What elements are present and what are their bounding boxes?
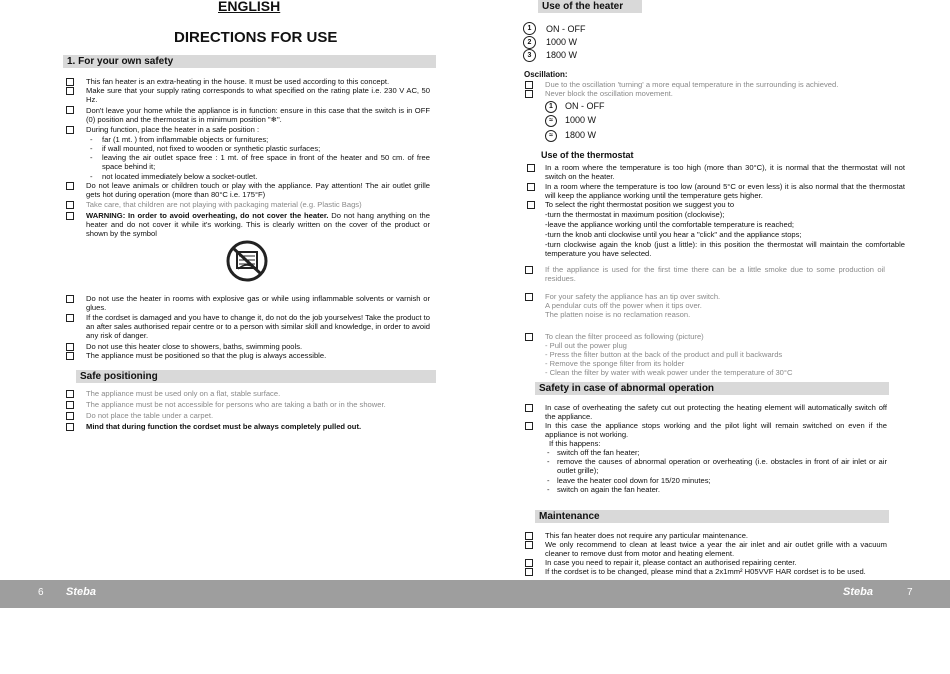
safety-item-faint: Take care, that children are not playing with packaging material (e.g. Plastic Bags) [86, 200, 362, 209]
checkbox [525, 422, 533, 430]
maint-item: This fan heater does not require any particular maintenance. [545, 531, 749, 540]
checkbox [525, 559, 533, 567]
safety-item: The appliance must be positioned so that the plug is always accessible. [86, 351, 327, 360]
do-not-cover-icon [224, 239, 270, 283]
mode-2-icon: 2 [523, 36, 536, 49]
osc-mode-label: 1800 W [565, 130, 597, 140]
filter-note: - Remove the sponge filter from its holder [545, 359, 685, 368]
placement-rule: far (1 mt. ) from inflammable objects or furnitures; [102, 135, 269, 144]
filter-note: - Clean the filter by water with weak power under the temperature of 30°C [545, 368, 793, 377]
safety-item: Do not use this heater close to showers, baths, swimming pools. [86, 342, 303, 351]
checkbox [525, 404, 533, 412]
abnormal-step: leave the heater cool down for 15/20 minutes; [557, 476, 711, 485]
safe-item: Do not place the table under a carpet. [86, 411, 214, 420]
abnormal-step: switch off the fan heater; [557, 448, 640, 457]
thermo-step: -turn the thermostat in maximum position (clockwise); [545, 210, 725, 219]
checkbox [66, 343, 74, 351]
safety-item: Do not leave animals or children touch or play with the appliance. Pay attention! The air outlet grille gets hot during operation (more than 80°C i.e. 175°F) [86, 181, 430, 200]
thermostat-title: Use of the thermostat [541, 150, 634, 160]
checkbox [66, 201, 74, 209]
filter-note: - Press the filter button at the back of the product and pull it backwards [545, 350, 783, 359]
thermo-item: In a room where the temperature is too high (more than 30°C), it is normal that the thermostat will not switch on the heater. [545, 163, 905, 182]
section-maintenance: Maintenance [535, 510, 889, 523]
checkbox [525, 568, 533, 576]
page-title: DIRECTIONS FOR USE [174, 29, 338, 46]
mode-label: 1800 W [546, 50, 578, 60]
page-number-right: 7 [907, 587, 913, 598]
mode-1-icon: 1 [523, 22, 536, 35]
tip-over-note: The platten noise is no reclamation reason. [545, 310, 691, 319]
safety-item: Do not use the heater in rooms with explosive gas or while using inflammable solvents or varnish or glues. [86, 294, 430, 313]
section-safe-positioning: Safe positioning [76, 370, 436, 383]
thermo-step: -leave the appliance working until the comfortable temperature is reached; [545, 220, 795, 229]
checkbox [66, 212, 74, 220]
safe-item: The appliance must be not accessible for persons who are taking a bath or in the shower. [86, 400, 386, 409]
checkbox [66, 126, 74, 134]
section-own-safety: 1. For your own safety [63, 55, 436, 68]
osc-mode-label: 1000 W [565, 115, 597, 125]
oscillation-item: Due to the oscillation 'turning' a more equal temperature in the surrounding is achieved. [545, 80, 839, 89]
placement-rule: if wall mounted, not fixed to wooden or synthetic plastic surfaces; [102, 144, 321, 153]
filter-note: To clean the filter proceed as following (picture) [545, 332, 704, 341]
checkbox [525, 266, 533, 274]
safe-item: The appliance must be used only on a flat, stable surface. [86, 389, 281, 398]
checkbox [525, 541, 533, 549]
safety-item: If the cordset is damaged and you have to change it, do not do the job yourselves! Take the product to an after sales authorised repair centre or to a person with similar skill and knowledge, in order to avoid any risk of danger. [86, 313, 430, 341]
page-number-left: 6 [38, 587, 44, 598]
checkbox [525, 532, 533, 540]
checkbox [525, 333, 533, 341]
maint-item: If the cordset is to be changed, please mind that a 2x1mm² H05VVF HAR cordset is to be used. [545, 567, 866, 576]
checkbox [66, 314, 74, 322]
safety-item: Make sure that your supply rating corresponds to what specified on the rating plate i.e. 230 V AC, 50 Hz. [86, 86, 430, 105]
filter-note: - Pull out the power plug [545, 341, 627, 350]
checkbox [66, 182, 74, 190]
checkbox [66, 78, 74, 86]
safety-item: During function, place the heater in a safe position : [86, 125, 260, 134]
checkbox [66, 295, 74, 303]
mode-3-icon: 3 [523, 49, 536, 62]
left-page: ENGLISH DIRECTIONS FOR USE 1. For your own safety This fan heater is an extra-heating in the house. It must be used according to this concept. Make sure that your supply rating corresponds to what specified on the rating plate i.e. 230 V AC, 50 Hz. Don't leave your home while the appliance is in function: ensure in this case that the switch is in OFF (0) position and the thermostat is in minimum position "❄". During function, place the heater in a safe position : - far (1 mt. ) from inflammable objects or furnitures; - if wall mounted, not fixed to wooden or synthetic plastic surfaces; - leaving the air outlet space free : 1 mt. of free space in front of the heater and 50 cm. of free space behind it; - not located immediately below a socket-outlet. Do not leave animals or children touch or play with the appliance. Pay attention! The air outlet grille gets hot during operation (more than 80°C i.e. 175°F) Take care, that children are not playing with packaging material (e.g. Plastic Bags) WARNING: In order to avoid overheating, do not cover the heater. Do not hang anything on the heater and do not cover it while it's working. This is clearly written on the cover of the product or shown by the symbol Do not use the heater in rooms with explosive gas or while using inflammable solvents or varnish or glues. If the cordset is damaged and you have to change it, do not do the job yourselves! Take the product to an after sales authorised repair centre or to a person with similar skill and knowledge, in order to avoid any risk of danger. Do not use this heater close to showers, baths, swimming pools. The appliance must be positioned so that the plug is always accessible. Safe positioning The appliance must be used only on a flat, stable surface. The appliance must be not accessible for persons who are taking a bath or in the shower. Do not place the table under a carpet. Mind that during function the cordset must be always completely pulled out. [0, 0, 475, 580]
abnormal-item: In this case the appliance stops working and the pilot light will remain switched on even if the appliance is not working. [545, 421, 887, 440]
checkbox [66, 87, 74, 95]
checkbox [527, 183, 535, 191]
osc-mode-label: ON - OFF [565, 101, 605, 111]
thermo-step: -turn clockwise again the knob (just a little): in this position the thermostat will maintain the comfortable temperature you have selected. [545, 240, 905, 259]
warning-detail: Do not hang anything on the heater and do not cover it while it's working. This is clearly written on the cover of the product or shown by the symbol [86, 211, 430, 239]
oscillation-title: Oscillation: [524, 70, 568, 79]
abnormal-sub: If this happens: [549, 439, 601, 448]
mode-label: 1000 W [546, 37, 578, 47]
checkbox [525, 81, 533, 89]
safety-item: This fan heater is an extra-heating in the house. It must be used according to this concept. [86, 77, 390, 86]
osc-mode-3-icon: ≈ [545, 130, 557, 142]
checkbox [66, 352, 74, 360]
thermo-item: In a room where the temperature is too low (around 5°C or even less) it is also normal that the thermostat will keep the appliance working until the temperature gets higher. [545, 182, 905, 201]
steba-logo-left: Steba [66, 586, 96, 598]
abnormal-step: remove the causes of abnormal operation or overheating (i.e. obstacles in front of air inlet or air outlet grille); [557, 457, 887, 476]
tip-over-note: A pendular cuts off the power when it tips over. [545, 301, 702, 310]
thermo-item: To select the right thermostat position we suggest you to [545, 200, 735, 209]
checkbox [66, 423, 74, 431]
safety-item: Don't leave your home while the appliance is in function: ensure in this case that the switch is in OFF (0) position and the thermostat is in minimum position "❄". [86, 106, 430, 125]
footer-bar [0, 580, 950, 608]
checkbox [66, 390, 74, 398]
checkbox [66, 401, 74, 409]
abnormal-step: switch on again the fan heater. [557, 485, 661, 494]
placement-rule: not located immediately below a socket-outlet. [102, 172, 258, 181]
right-page: Use of the heater 1 ON - OFF 2 1000 W 3 1800 W Oscillation: Due to the oscillation 'turning' a more equal temperature in the surrounding is achieved. Never block the oscillation movement. 1 ON - OFF ≈ 1000 W ≈ 1800 W Use of the thermostat In a room where the temperature is too high (more than 30°C), it is normal that the thermostat will not switch on the heater. In a room where the temperature is too low (around 5°C or even less) it is also normal that the thermostat will keep the appliance working until the temperature gets higher. To select the right thermostat position we suggest you to -turn the thermostat in maximum position (clockwise); -leave the appliance working until the comfortable temperature is reached; -turn the knob anti clockwise until you hear a "click" and the appliance stops; -turn clockwise again the knob (just a little): in this position the thermostat will maintain the comfortable temperature you have selected. If the appliance is used for the first time there can be a little smoke due to some production oil residues. For your safety the appliance has an tip over switch. A pendular cuts off the power when it tips over. The platten noise is no reclamation reason. To clean the filter proceed as following (picture) - Pull out the power plug - Press the filter button at the back of the product and pull it backwards - Remove the sponge filter from its holder - Clean the filter by water with weak power under the temperature of 30°C Safety in case of abnormal operation In case of overheating the safety cut out protecting the heating element will automatically switch off the appliance. In this case the appliance stops working and the pilot light will remain switched on even if the appliance is not working. If this happens: - switch off the fan heater; - remove the causes of abnormal operation or overheating (i.e. obstacles in front of air inlet or air outlet grille); - leave the heater cool down for 15/20 minutes; - switch on again the fan heater. Maintenance This fan heater does not require any particular maintenance. We only recommend to clean at least twice a year the air inlet and air outlet grille with a vacuum cleaner to remove dust from motor and heating element. In case you need to repair it, please contact an authorised repairing center. If the cordset is to be changed, please mind that a 2x1mm² H05VVF HAR cordset is to be used. [524, 1, 905, 576]
warning-text: WARNING: In order to avoid overheating, do not cover the heater. [86, 211, 329, 220]
placement-rule: leaving the air outlet space free : 1 mt. of free space in front of the heater and 50 cm. of free space behind it; [102, 153, 430, 172]
checkbox [527, 201, 535, 209]
checkbox [66, 412, 74, 420]
section-use-heater: Use of the heater [538, 0, 642, 13]
osc-mode-1-icon: 1 [545, 101, 557, 113]
language-heading: ENGLISH [218, 0, 281, 14]
thermo-step: -turn the knob anti clockwise until you hear a "click" and the appliance stops; [545, 230, 802, 239]
checkbox [525, 90, 533, 98]
maint-item: In case you need to repair it, please contact an authorised repairing center. [545, 558, 797, 567]
checkbox [527, 164, 535, 172]
safe-item: Mind that during function the cordset must be always completely pulled out. [86, 422, 362, 431]
section-abnormal: Safety in case of abnormal operation [535, 382, 889, 395]
tip-over-note: For your safety the appliance has an tip over switch. [545, 292, 721, 301]
smoke-note: If the appliance is used for the first time there can be a little smoke due to some production oil residues. [545, 265, 885, 284]
steba-logo-right: Steba [843, 586, 873, 598]
maint-item: We only recommend to clean at least twice a year the air inlet and air outlet grille with a vacuum cleaner to remove dust from motor and heating element. [545, 540, 887, 559]
osc-mode-2-icon: ≈ [545, 115, 557, 127]
checkbox [66, 106, 74, 114]
abnormal-item: In case of overheating the safety cut out protecting the heating element will automatically switch off the appliance. [545, 403, 887, 422]
oscillation-item: Never block the oscillation movement. [545, 89, 673, 98]
mode-label: ON - OFF [546, 24, 586, 34]
checkbox [525, 293, 533, 301]
